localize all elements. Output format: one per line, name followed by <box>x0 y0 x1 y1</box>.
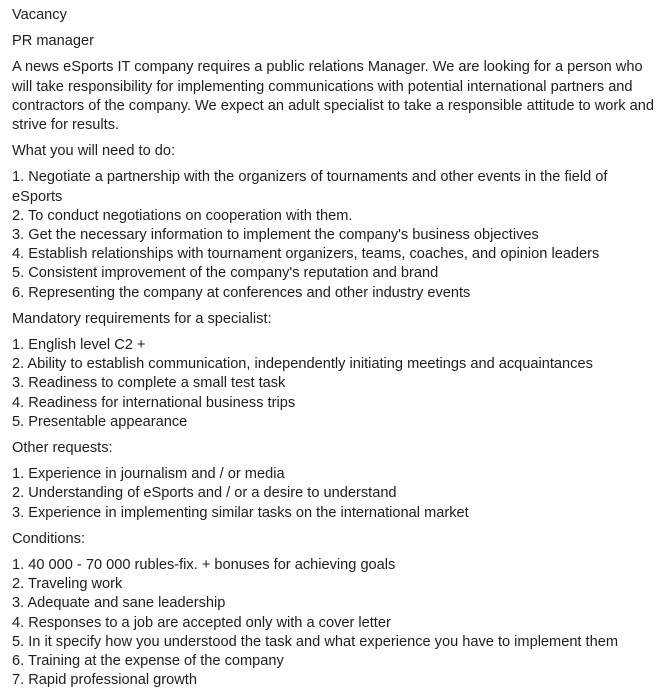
requirements-list <box>12 336 658 432</box>
list-item: 4. Readiness for international business trips <box>12 394 296 411</box>
list-item: 3. Readiness to complete a small test task <box>12 375 286 392</box>
list-item: 6. Representing the company at conferences and other industry events <box>12 284 471 301</box>
other-requests-list <box>12 465 658 523</box>
section-heading: Conditions: <box>12 530 86 547</box>
list-item: 5. Consistent improvement of the company's reputation and brand <box>12 265 439 282</box>
list-item: 2. Traveling work <box>12 576 123 593</box>
list-item: 3. Get the necessary information to implement the company's business objectives <box>12 227 539 244</box>
list-item: 2. Ability to establish communication, independently initiating meetings and acquaintances <box>12 356 593 373</box>
position-title: PR manager <box>12 33 94 50</box>
intro-paragraph: A news eSports IT company requires a public relations Manager. We are looking for a person who will take responsibility for implementing communications with potential international partners and contractors of the company. We expect an adult specialist to take a responsible attitude to work and strive for results. <box>12 59 654 134</box>
post-title: Vacancy <box>12 7 67 23</box>
section-heading: Other requests: <box>12 440 113 457</box>
conditions-list <box>12 556 658 690</box>
list-item: 1. Negotiate a partnership with the organizers of tournaments and other events in the field of eSports <box>12 169 608 205</box>
list-item: 5. In it specify how you understood the task and what experience you have to implement them <box>12 633 618 650</box>
section-heading: Mandatory requirements for a specialist: <box>12 310 272 327</box>
section-other-requests <box>12 439 658 523</box>
list-item: 4. Responses to a job are accepted only with a cover letter <box>12 614 391 631</box>
section-heading: What you will need to do: <box>12 143 176 160</box>
list-item: 1. Experience in journalism and / or media <box>12 466 285 483</box>
list-item: 6. Training at the expense of the company <box>12 653 284 670</box>
list-item: 2. To conduct negotiations on cooperation with them. <box>12 207 353 224</box>
list-item: 3. Experience in implementing similar tasks on the international market <box>12 504 469 521</box>
list-item: 5. Presentable appearance <box>12 413 188 430</box>
list-item: 7. Rapid professional growth <box>12 672 197 689</box>
list-item: 4. Establish relationships with tournament organizers, teams, coaches, and opinion leaders <box>12 246 600 263</box>
section-requirements <box>12 310 658 432</box>
list-item: 1. 40 000 - 70 000 rubles-fix. + bonuses for achieving goals <box>12 557 396 574</box>
list-item: 2. Understanding of eSports and / or a desire to understand <box>12 485 397 502</box>
duties-list <box>12 168 658 302</box>
list-item: 1. English level C2 + <box>12 337 146 354</box>
section-conditions <box>12 530 658 691</box>
list-item: 3. Adequate and sane leadership <box>12 595 226 612</box>
section-duties <box>12 142 658 303</box>
